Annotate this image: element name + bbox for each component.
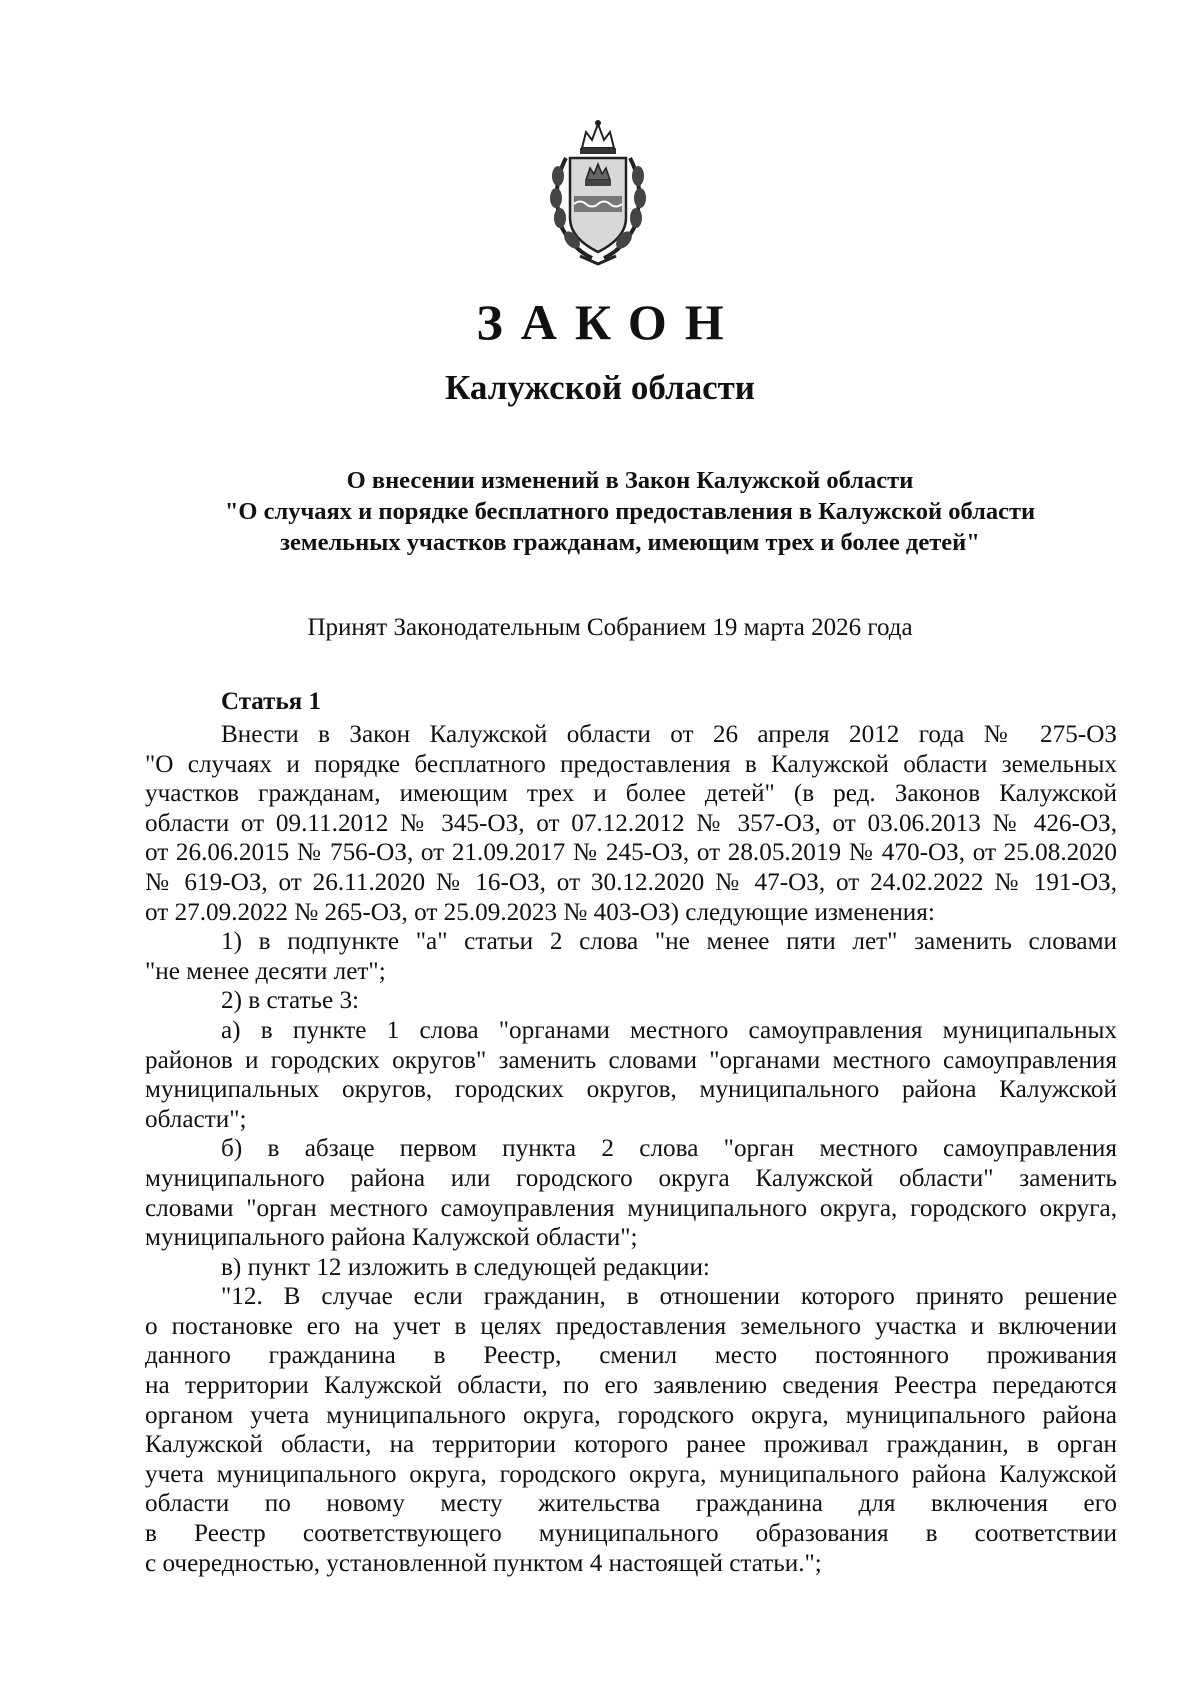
body-line: Калужской области, на территории которого ранее проживал гражданин, в орган — [145, 1431, 1117, 1459]
body-line: 2) в статье 3: — [221, 987, 360, 1015]
adoption-note: Принят Законодательным Собранием 19 марта 2026 года — [307, 614, 913, 641]
body-line: о постановке его на учет в целях предоставления земельного участка и включении — [145, 1312, 1117, 1340]
law-heading — [150, 465, 1110, 558]
body-line: № 619-ОЗ, от 26.11.2020 № 16-ОЗ, от 30.12.2020 № 47-ОЗ, от 24.02.2022 № 191-ОЗ, — [145, 868, 1117, 896]
body-line: в) пункт 12 изложить в следующей редакции: — [221, 1253, 710, 1281]
body-line: участков гражданам, имеющим трех и более детей" (в ред. Законов Калужской — [145, 780, 1117, 808]
body-line: муниципального района или городского округа Калужской области" заменить — [145, 1164, 1117, 1192]
body-line: от 27.09.2022 № 265-ОЗ, от 25.09.2023 № 403-ОЗ) следующие изменения: — [145, 898, 935, 926]
article-body — [145, 720, 1117, 1578]
body-line: в Реестр соответствующего муниципального образования в соответствии — [145, 1520, 1117, 1548]
body-line: органом учета муниципального округа, городского округа, муниципального района — [145, 1401, 1117, 1429]
body-line: Внести в Закон Калужской области от 26 апреля 2012 года № 275-ОЗ — [221, 721, 1117, 748]
document-subtitle: Калужской области — [445, 368, 755, 407]
article-title: Статья 1 — [221, 688, 321, 715]
body-line: области по новому месту жительства гражданина для включения его — [145, 1490, 1117, 1518]
body-line: от 26.06.2015 № 756-ОЗ, от 21.09.2017 № 245-ОЗ, от 28.05.2019 № 470-ОЗ, от 25.08.2020 — [145, 839, 1117, 867]
body-line: словами "орган местного самоуправления муниципального округа, городского округа, — [145, 1194, 1117, 1222]
body-line: муниципального района Калужской области"; — [145, 1224, 638, 1252]
body-line: 1) в подпункте "а" статьи 2 слова "не менее пяти лет" заменить словами — [221, 928, 1117, 956]
body-line: муниципальных округов, городских округов, муниципального района Калужской — [145, 1076, 1117, 1104]
body-line: учета муниципального округа, городского округа, муниципального района Калужской — [145, 1460, 1117, 1488]
body-line: "О случаях и порядке бесплатного предоставления в Калужской области земельных — [145, 750, 1117, 778]
body-line: "не менее десяти лет"; — [145, 957, 386, 985]
heading-line: "О случаях и порядке бесплатного предоставления в Калужской области — [224, 498, 1036, 525]
heading-line: О внесении изменений в Закон Калужской области — [346, 467, 914, 494]
coat-of-arms-emblem — [540, 118, 656, 266]
body-line: а) в пункте 1 слова "органами местного самоуправления муниципальных — [221, 1016, 1117, 1044]
body-line: районов и городских округов" заменить словами "органами местного самоуправления — [145, 1046, 1117, 1074]
body-line: на территории Калужской области, по его заявлению сведения Реестра передаются — [145, 1372, 1117, 1400]
document-title: ЗАКОН — [476, 294, 742, 350]
body-line: с очередностью, установленной пунктом 4 настоящей статьи."; — [145, 1549, 822, 1577]
body-line: области от 09.11.2012 № 345-ОЗ, от 07.12.2012 № 357-ОЗ, от 03.06.2013 № 426-ОЗ, — [145, 809, 1117, 837]
body-line: б) в абзаце первом пункта 2 слова "орган местного самоуправления — [221, 1135, 1117, 1163]
heading-line: земельных участков гражданам, имеющим трех и более детей" — [280, 529, 980, 556]
body-line: "12. В случае если гражданин, в отношении которого принято решение — [221, 1283, 1117, 1311]
body-line: области"; — [145, 1105, 247, 1133]
body-line: данного гражданина в Реестр, сменил место постоянного проживания — [145, 1342, 1117, 1370]
